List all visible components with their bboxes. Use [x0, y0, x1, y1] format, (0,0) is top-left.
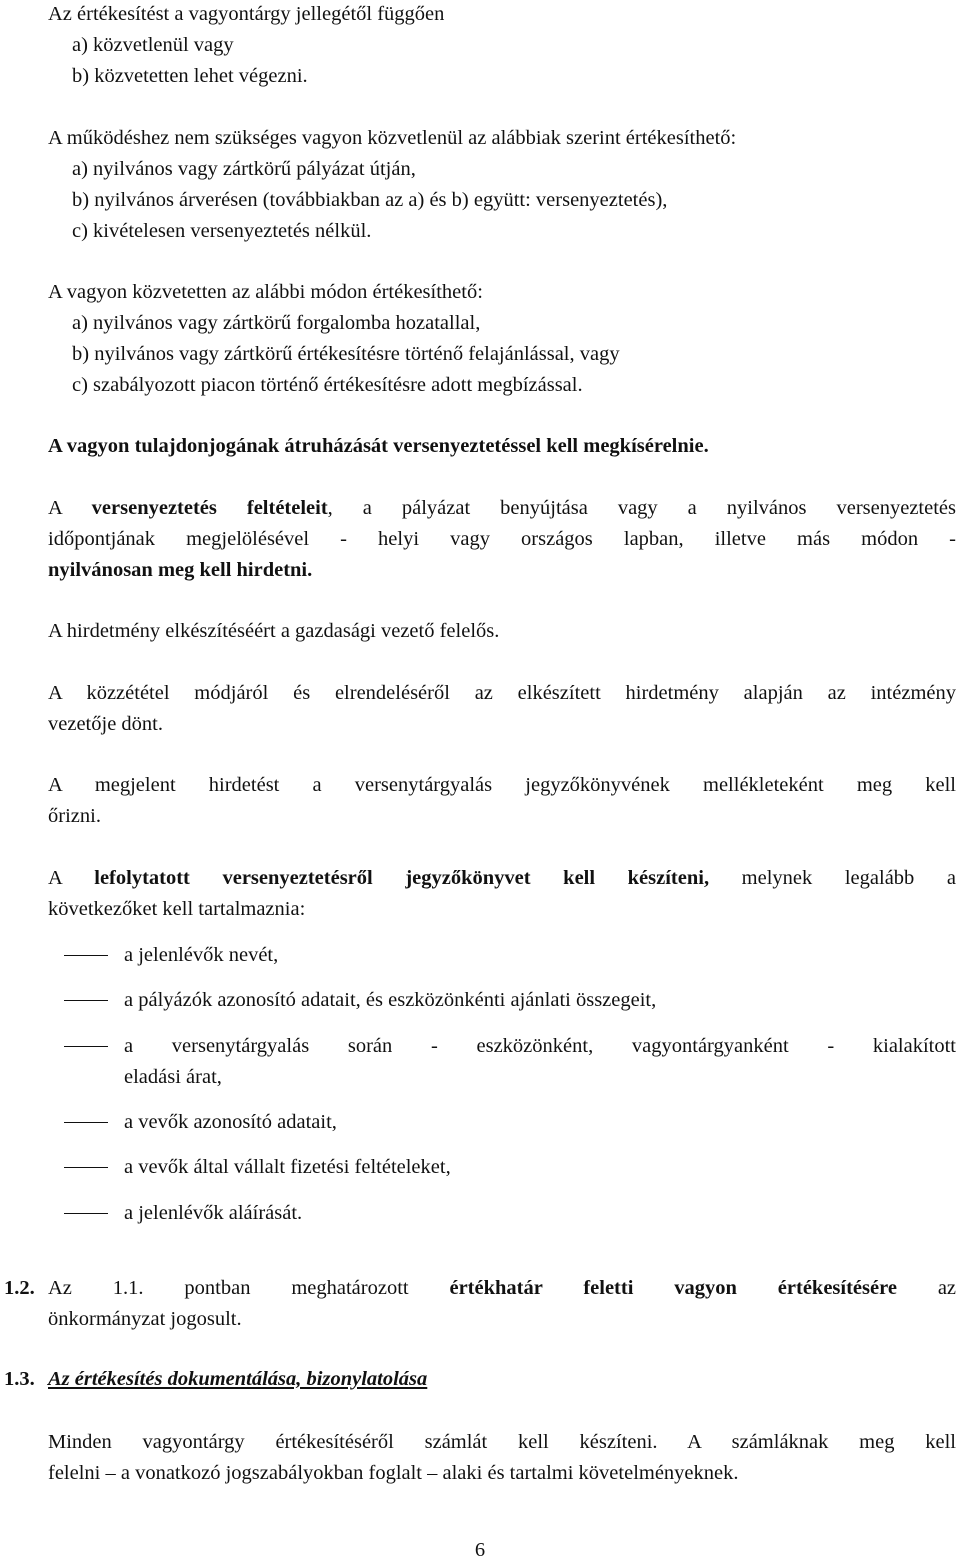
- p9-text: melynek legalább a: [709, 867, 956, 889]
- p8-line-1: A megjelent hirdetést a versenytárgyalás jegyzőkönyvének mellékleteként meg kell: [48, 774, 956, 796]
- s12-text: az: [896, 1277, 957, 1299]
- s12-bold: értékhatár feletti vagyon értékesítésére: [449, 1277, 897, 1299]
- section-1-2-number: 1.2.: [4, 1277, 35, 1299]
- p4-bold-statement: A vagyon tulajdonjogának átruházását versenyeztetéssel kell megkísérelnie.: [48, 435, 709, 457]
- section-1-2-line-2: önkormányzat jogosult.: [48, 1308, 242, 1330]
- p1-item-b: b) közvetetten lehet végezni.: [72, 65, 308, 87]
- p10-line-1: Minden vagyontárgy értékesítéséről számlát kell készíteni. A számláknak meg kell: [48, 1431, 956, 1453]
- p1-item-a: a) közvetlenül vagy: [72, 34, 234, 56]
- p7-line-2: vezetője dönt.: [48, 713, 163, 735]
- section-1-2-line-1: [48, 1276, 956, 1300]
- p1-intro: Az értékesítést a vagyontárgy jellegétől függően: [48, 3, 445, 25]
- list-item-4: a vevők azonosító adatait,: [124, 1111, 337, 1133]
- p3-item-b: b) nyilvános vagy zártkörű értékesítésre történő felajánlással, vagy: [72, 343, 620, 365]
- p9-bold: lefolytatott versenyeztetésről jegyzőkönyvet kell készíteni,: [94, 867, 710, 889]
- section-1-3-number: 1.3.: [4, 1368, 35, 1390]
- p2-item-c: c) kivételesen versenyeztetés nélkül.: [72, 220, 372, 242]
- s12-text: Az 1.1. pontban meghatározott: [48, 1277, 450, 1299]
- list-item-6: a jelenlévők aláírását.: [124, 1202, 303, 1224]
- p9-text: A: [48, 867, 95, 889]
- p5-text: A: [48, 497, 92, 519]
- p2-item-b: b) nyilvános árverésen (továbbiakban az a) és b) együtt: versenyeztetés),: [72, 189, 668, 211]
- p8-line-2: őrizni.: [48, 805, 101, 827]
- p10-line-2: felelni – a vonatkozó jogszabályokban foglalt – alaki és tartalmi követelményeknek.: [48, 1462, 739, 1484]
- p3-item-c: c) szabályozott piacon történő értékesítésre adott megbízással.: [72, 374, 583, 396]
- p6: A hirdetmény elkészítéséért a gazdasági vezető felelős.: [48, 620, 500, 642]
- list-item-5: a vevők által vállalt fizetési feltételeket,: [124, 1156, 451, 1178]
- p5-text: , a pályázat benyújtása vagy a nyilvános versenyeztetés: [327, 497, 956, 519]
- p5-line-2: időpontjának megjelölésével - helyi vagy országos lapban, illetve más módon -: [48, 528, 956, 550]
- list-item-3-line-1: a versenytárgyalás során - eszközönként, vagyontárgyanként - kialakított: [124, 1035, 956, 1057]
- p5-line-1: [48, 496, 956, 520]
- list-dash-icon: [64, 1167, 108, 1168]
- list-dash-icon: [64, 1213, 108, 1214]
- list-item-3-line-2: eladási árat,: [124, 1066, 222, 1088]
- p2-intro: A működéshez nem szükséges vagyon közvetlenül az alábbiak szerint értékesíthető:: [48, 127, 737, 149]
- page-number: 6: [474, 1539, 486, 1561]
- p9-line-1: [48, 866, 956, 890]
- section-1-3-title: Az értékesítés dokumentálása, bizonylatolása: [48, 1368, 428, 1390]
- list-dash-icon: [64, 955, 108, 956]
- p3-item-a: a) nyilvános vagy zártkörű forgalomba hozatallal,: [72, 312, 481, 334]
- p3-intro: A vagyon közvetetten az alábbi módon értékesíthető:: [48, 281, 483, 303]
- p5-bold: versenyeztetés feltételeit: [91, 497, 328, 519]
- p9-line-2: következőket kell tartalmaznia:: [48, 898, 306, 920]
- p7-line-1: A közzététel módjáról és elrendeléséről az elkészített hirdetmény alapján az intézmény: [48, 682, 956, 704]
- p5-line-3: nyilvánosan meg kell hirdetni.: [48, 559, 313, 581]
- p2-item-a: a) nyilvános vagy zártkörű pályázat útján,: [72, 158, 416, 180]
- list-dash-icon: [64, 1000, 108, 1001]
- list-dash-icon: [64, 1122, 108, 1123]
- list-item-2: a pályázók azonosító adatait, és eszközönkénti ajánlati összegeit,: [124, 989, 657, 1011]
- list-item-1: a jelenlévők nevét,: [124, 944, 279, 966]
- list-dash-icon: [64, 1046, 108, 1047]
